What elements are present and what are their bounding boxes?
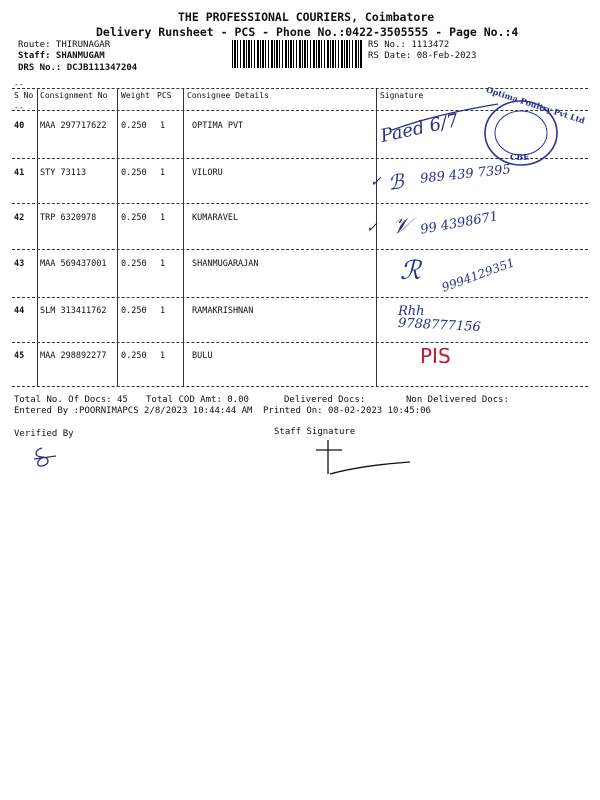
signature-scribble: 𝒱 [392, 214, 411, 239]
row-sno: 43 [14, 259, 25, 269]
col-consignment: Consignment No [40, 91, 108, 100]
signature-row-45: PIS [420, 344, 451, 368]
row-weight: 0.250 [121, 168, 147, 178]
row-sno: 41 [14, 168, 25, 178]
rs-number: RS No.: 1113472 [368, 40, 450, 50]
row-consignment: MAA 297717622 [40, 121, 107, 131]
row-consignment: TRP 6320978 [40, 213, 97, 223]
staff-signature-label: Staff Signature [274, 427, 356, 437]
tick-mark-icon: ✓ [370, 174, 382, 190]
col-weight: Weight [121, 91, 150, 100]
dash-marker: -- [14, 80, 24, 89]
signature-scribble: Rhh [398, 304, 425, 319]
row-sno: 45 [14, 351, 25, 361]
row-weight: 0.250 [121, 121, 147, 131]
row-consignee: OPTIMA PVT [192, 121, 244, 131]
row-consignee: KUMARAVEL [192, 213, 239, 223]
row-divider [12, 297, 588, 298]
route-label: Route: THIRUNAGAR [18, 40, 111, 50]
signature-scribble: ℬ [386, 169, 406, 195]
row-pcs: 1 [160, 259, 166, 269]
signature-scribble: ℛ [400, 256, 421, 286]
signature-row-42: 99 4398671 [419, 209, 500, 238]
runsheet-subtitle: Delivery Runsheet - PCS - Phone No.:0422-3505555 - Page No.:4 [96, 25, 519, 39]
drs-number: DRS No.: DCJB111347204 [18, 63, 138, 73]
total-cod: Total COD Amt: 0.00 [146, 395, 249, 405]
col-pcs: PCS [157, 91, 172, 100]
row-pcs: 1 [160, 121, 166, 131]
row-consignee: RAMAKRISHNAN [192, 306, 254, 316]
row-sno: 42 [14, 213, 25, 223]
row-pcs: 1 [160, 213, 166, 223]
col-signature: Signature [380, 91, 424, 100]
row-divider [12, 342, 588, 343]
row-pcs: 1 [160, 351, 166, 361]
col-sno: S No [14, 91, 34, 100]
non-delivered-docs: Non Delivered Docs: [406, 395, 509, 405]
row-consignee: BULU [192, 351, 213, 361]
row-divider [12, 249, 588, 250]
table-bottom-rule [12, 386, 588, 387]
staff-label: Staff: SHANMUGAM [18, 51, 105, 61]
col-consignee: Consignee Details [187, 91, 269, 100]
signature-row-40: Paed 6/7 [378, 110, 461, 147]
row-consignee: VILORU [192, 168, 223, 178]
signature-row-43: 9994129351 [439, 255, 517, 295]
row-weight: 0.250 [121, 259, 147, 269]
entered-by: Entered By :POORNIMAPCS 2/8/2023 10:44:44 AM [14, 406, 253, 416]
row-weight: 0.250 [121, 306, 147, 316]
verified-by-label: Verified By [14, 429, 74, 439]
stamp-city: CBE [510, 152, 530, 162]
row-pcs: 1 [160, 306, 166, 316]
company-title: THE PROFESSIONAL COURIERS, Coimbatore [178, 10, 435, 24]
row-consignment: MAA 569437001 [40, 259, 107, 269]
row-sno: 44 [14, 306, 25, 316]
row-divider [12, 203, 588, 204]
delivered-docs: Delivered Docs: [284, 395, 366, 405]
row-consignment: MAA 298892277 [40, 351, 107, 361]
stamp-text: Optima Poultry Pvt Ltd [484, 84, 587, 126]
printed-on: Printed On: 08-02-2023 10:45:06 [263, 406, 431, 416]
signature-row-44: 9788777156 [397, 315, 482, 336]
signature-row-41: 989 439 7395 [419, 162, 512, 187]
row-consignee: SHANMUGARAJAN [192, 259, 259, 269]
tick-mark-icon: ✓ [366, 220, 378, 236]
staff-signature-icon [312, 438, 412, 478]
row-sno: 40 [14, 121, 25, 131]
row-weight: 0.250 [121, 351, 147, 361]
dash-marker: -- [14, 103, 24, 112]
verifier-initials-icon [30, 445, 60, 470]
row-consignment: SLM 313411762 [40, 306, 107, 316]
rs-date: RS Date: 08-Feb-2023 [368, 51, 477, 61]
strike-line [390, 102, 500, 132]
row-weight: 0.250 [121, 213, 147, 223]
row-pcs: 1 [160, 168, 166, 178]
total-docs: Total No. Of Docs: 45 [14, 395, 128, 405]
barcode-image [232, 40, 362, 68]
row-consignment: STY 73113 [40, 168, 87, 178]
